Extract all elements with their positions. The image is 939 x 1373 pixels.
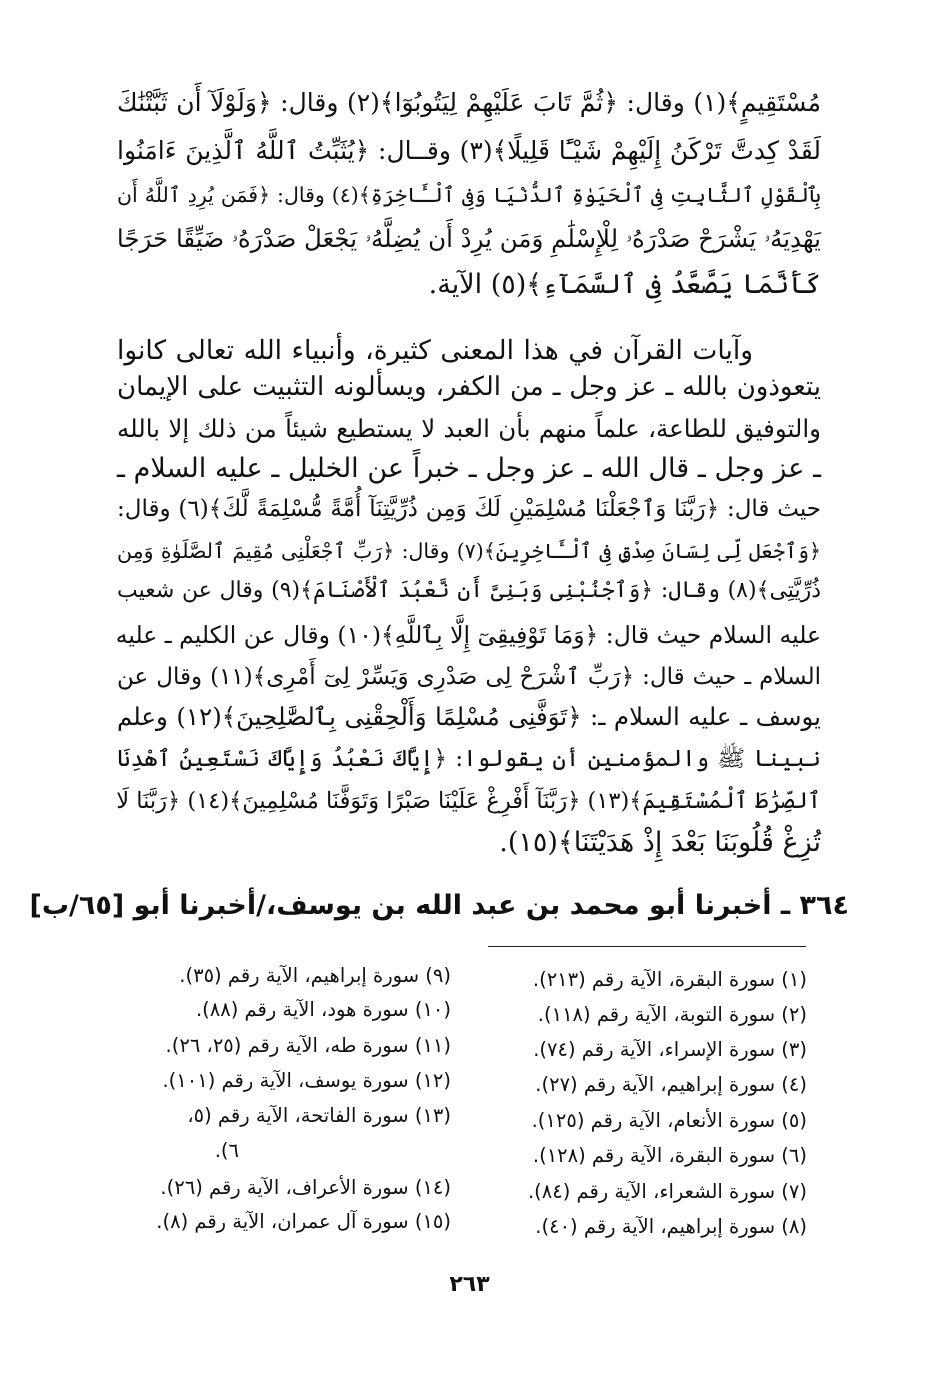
text-line: ٱلصِّرَٰطَ ٱلْمُسْتَقِيمَ﴾(١٣) ﴿رَبَّنَآ أَفْرِغْ عَلَيْنَا صَبْرًا وَتَوَفَّنَا مُسْلِمِينَ﴾(١٤) ﴿رَبَّنَا لَا	[116, 788, 821, 814]
text-line: وآيات القرآن في هذا المعنى كثيرة، وأنبياء الله تعالى كانوا	[117, 335, 753, 366]
text-line: ـ عز وجل ـ قال الله ـ عز وجل ـ خبراً عن الخليل ـ عليه السلام ـ	[117, 453, 821, 484]
footnote: (٣) سورة الإسراء، الآية رقم (٧٤).	[533, 1038, 807, 1061]
footnote: (٥) سورة الأنعام، الآية رقم (١٢٥).	[531, 1109, 807, 1132]
hadith-heading: ٣٦٤ ـ أخبرنا أبو محمد بن عبد الله بن يوسف،/أخبرنا أبو [٦٥/ب]	[29, 890, 849, 921]
text-line: عليه السلام حيث قال: ﴿وَمَا تَوْفِيقِىٓ إِلَّا بِٱللَّهِ﴾(١٠) وقال عن الكليم ـ عليه	[115, 621, 821, 649]
text-line: بِٱلْقَوْلِ ٱلثَّابِتِ فِى ٱلْحَيَوٰةِ ٱلدُّنْيَا وَفِى ٱلْـَٔاخِرَةِ﴾(٤) وقال: ﴿فَمَن يُرِدِ ٱللَّهُ أَن	[117, 183, 821, 207]
footnote-divider	[488, 946, 806, 947]
footnote: (١٥) سورة آل عمران، الآية رقم (٨).	[156, 1210, 451, 1233]
text-line: لَقَدْ كِدتَّ تَرْكَنُ إِلَيْهِمْ شَيْـًٔا قَلِيلًا﴾(٣) وقــال: ﴿يُثَبِّتُ ٱللَّهُ ٱلَّذِينَ ءَامَنُوا	[117, 136, 821, 165]
footnote: (٨) سورة إبراهيم، الآية رقم (٤٠).	[535, 1215, 807, 1238]
footnote: (١١) سورة طه، الآية رقم (٢٥، ٢٦).	[165, 1034, 451, 1057]
text-line: والتوفيق للطاعة، علماً منهم بأن العبد لا يستطيع شيئاً من ذلك إلا بالله	[117, 414, 821, 443]
footnote: (١٣) سورة الفاتحة، الآية رقم (٥،	[187, 1104, 451, 1127]
footnote: (٩) سورة إبراهيم، الآية رقم (٣٥).	[179, 964, 451, 987]
text-line: يَهْدِيَهُۥ يَشْرَحْ صَدْرَهُۥ لِلْإِسْلَٰمِ وَمَن يُرِدْ أَن يُضِلَّهُۥ يَجْعَلْ صَدْرَهُۥ ضَيِّقًا حَرَجًا	[116, 224, 821, 253]
footnote: (٤) سورة إبراهيم، الآية رقم (٢٧).	[535, 1073, 807, 1096]
footnote: (١) سورة البقرة، الآية رقم (٢١٣).	[532, 968, 807, 991]
footnote: (١٢) سورة يوسف، الآية رقم (١٠١).	[162, 1069, 451, 1092]
text-line: مُسْتَقِيمٍ﴾(١) وقال: ﴿ثُمَّ تَابَ عَلَيْهِمْ لِيَتُوبُوٓا﴾(٢) وقال: ﴿وَلَوْلَآ أَن ثَبَّتْنَٰكَ	[117, 88, 821, 117]
text-line: السلام ـ حيث قال: ﴿رَبِّ ٱشْرَحْ لِى صَدْرِى وَيَسِّرْ لِىٓ أَمْرِى﴾(١١) وقال عن	[117, 664, 821, 690]
text-line: ﴿وَٱجْعَل لِّى لِسَانَ صِدْقٍ فِى ٱلْـَٔاخِرِينَ﴾(٧) وقال: ﴿رَبِّ ٱجْعَلْنِى مُقِيمَ ٱلصَّلَوٰةِ وَمِن	[117, 539, 821, 563]
text-line: يوسف ـ عليه السلام ـ: ﴿تَوَفَّنِى مُسْلِمًا وَأَلْحِقْنِى بِٱلصَّٰلِحِينَ﴾(١٢) وعلم	[117, 702, 821, 731]
footnote: ٦).	[214, 1139, 239, 1162]
footnote: (٢) سورة التوبة، الآية رقم (١١٨).	[537, 1003, 807, 1026]
text-line: تُزِغْ قُلُوبَنَا بَعْدَ إِذْ هَدَيْتَنَا﴾(١٥).	[499, 827, 821, 858]
page-number: ٢٦٣	[449, 1272, 490, 1297]
text-line: يتعوذون بالله ـ عز وجل ـ من الكفر، ويسألونه التثبيت على الإيمان	[117, 372, 821, 402]
text-line: ذُرِّيَّتِى﴾(٨) وقال: ﴿وَٱجْنُبْنِى وَبَنِىَّ أَن نَّعْبُدَ ٱلْأَصْنَامَ﴾(٩) وقال عن شعيب	[117, 578, 821, 603]
text-line: كَأَنَّمَا يَصَّعَّدُ فِى ٱلسَّمَآءِ﴾(٥) الآية.	[428, 269, 821, 300]
footnote: (٧) سورة الشعراء، الآية رقم (٨٤).	[527, 1180, 807, 1203]
footnote: (٦) سورة البقرة، الآية رقم (١٢٨).	[532, 1144, 807, 1167]
text-line: نبينا ﷺ والمؤمنين أن يقولوا: ﴿إِيَّاكَ نَعْبُدُ وَإِيَّاكَ نَسْتَعِينُ ٱهْدِنَا	[117, 746, 821, 772]
footnote: (١٠) سورة هود، الآية رقم (٨٨).	[195, 998, 451, 1021]
text-line: حيث قال: ﴿رَبَّنَا وَٱجْعَلْنَا مُسْلِمَيْنِ لَكَ وَمِن ذُرِّيَّتِنَآ أُمَّةً مُّسْلِمَةً لَّكَ﴾(٦) وقال:	[117, 496, 821, 522]
footnote: (١٤) سورة الأعراف، الآية رقم (٢٦).	[160, 1176, 451, 1199]
